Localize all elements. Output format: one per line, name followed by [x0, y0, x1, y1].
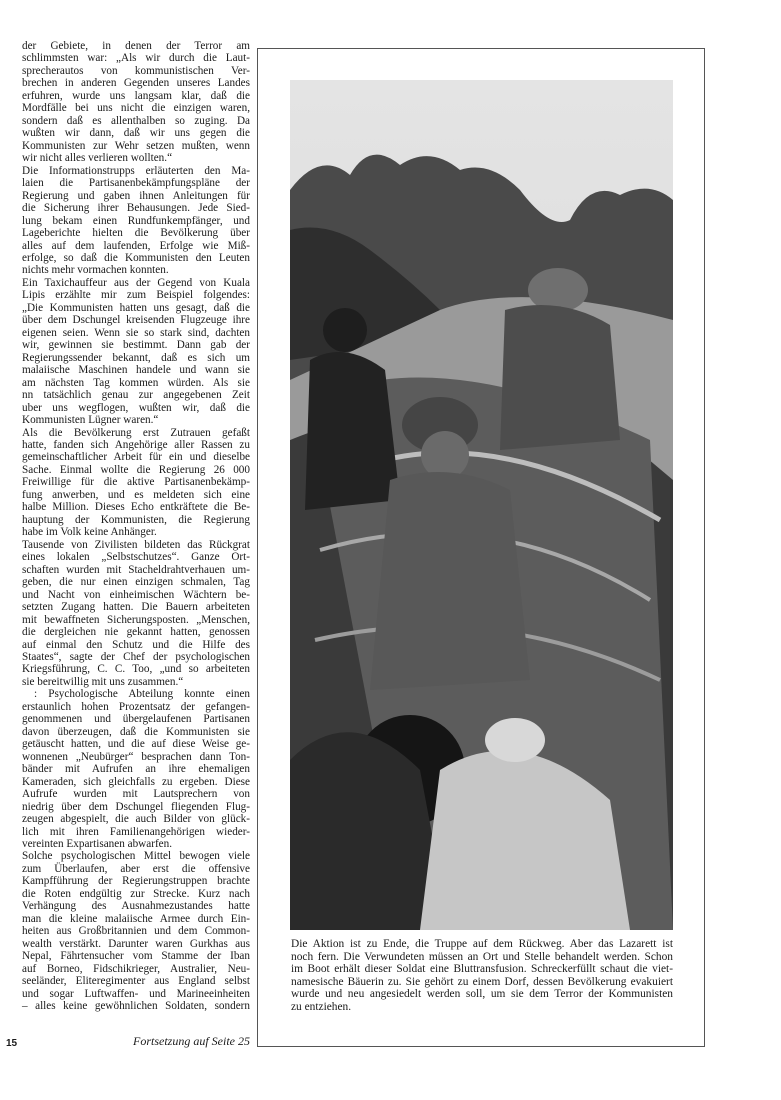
text-line: niedrig über dem Dschungel fliegenden Flug-	[22, 800, 250, 813]
text-line: Staates“, sagte der Chef der psychologischen	[22, 650, 250, 663]
text-line: auf Borneo, Fidschikrieger, Australier, Neu-	[22, 962, 250, 975]
text-line: Aufrufe wurden mit Lautsprechern von	[22, 788, 250, 801]
text-line: bänder mit Aufrufen an ihre ehemaligen	[22, 763, 250, 776]
text-line: auf einmal den Schutz und die Hilfe des	[22, 638, 250, 651]
text-line: davon überzeugen, daß die Kommunisten sie	[22, 725, 250, 738]
text-line: alles auf dem laufenden, Erfolge wie Miß-	[22, 239, 250, 252]
text-line: uber uns wegflogen, wußten wir, daß die	[22, 401, 250, 414]
caption-line: noch fern. Die Verwundeten müssen an Ort und Stelle behandelt werden. Schon	[291, 950, 673, 963]
paragraph	[22, 850, 250, 1012]
text-line: zum Überlaufen, aber erst die offensive	[22, 862, 250, 875]
text-line: schlimmsten war: „Als wir durch die Laut-	[22, 52, 250, 65]
paragraph	[22, 427, 250, 539]
text-line: schaften wurden mit Stacheldrahtverhauen um-	[22, 563, 250, 576]
text-line: wir nicht alles verlieren wollten.“	[22, 152, 173, 165]
text-line: die Roten endgültig zur Strecke. Kurz nach	[22, 887, 250, 900]
text-line: über dem Dschungel kreisenden Flugzeuge ihre	[22, 314, 250, 327]
text-line: geben, die nur einen einzigen schmalen, Tag	[22, 576, 250, 589]
text-line: Verhängung des Ausnahmezustandes hatte	[22, 900, 250, 913]
text-line: Sache. Einmal wollte die Regierung 26 000	[22, 463, 250, 476]
text-line: Tausende von Zivilisten bildeten das Rückgrat	[22, 538, 250, 551]
text-line: die dergleichen nie gekannt hatten, genossen	[22, 626, 250, 639]
text-line: – alles keine gewöhnlichen Soldaten, sondern	[22, 1000, 250, 1013]
text-line: Regierung und gaben ihnen Anleitungen für	[22, 189, 250, 202]
caption-line: zu entziehen.	[291, 1000, 352, 1013]
text-line: Lageberichte hielten die Bevölkerung über	[22, 227, 250, 240]
text-line: laien die Partisanenbekämpfungspläne der	[22, 177, 250, 190]
text-line: man die kleine malaiische Armee durch Ein-	[22, 912, 250, 925]
text-line: habe im Volk keine Anhänger.	[22, 526, 157, 539]
text-line: brechen in anderen Gegenden unseres Landes	[22, 77, 250, 90]
caption-line: im Boot erhält dieser Soldat eine Bluttransfusion. Schreckerfüllt schaut die viet-	[291, 963, 673, 975]
text-line: Solche psychologischen Mittel bewogen viele	[22, 850, 250, 863]
text-line: vereinten Expartisanen abwarfen.	[22, 838, 173, 850]
text-line: wonnenen „Neubürger“ besprachen dann Ton-	[22, 750, 250, 763]
text-line: hatte, fanden sich Angehörige aller Rassen zu	[22, 439, 250, 451]
text-line: seeländer, Eliteregimenter aus England selbst	[22, 975, 250, 988]
photograph-soldiers-in-boat	[290, 80, 673, 930]
text-line: lung bekam einen Rundfunkempfänger, und	[22, 214, 250, 227]
text-line: Freiwillige für die aktive Partisanenbekämp-	[22, 476, 250, 489]
text-line: und sogar Luftwaffen- und Marineeinheiten	[22, 987, 250, 1000]
text-line: Ein Taxichauffeur aus der Gegend von Kuala	[22, 276, 250, 289]
text-line: sie bereitwillig mit uns zusammen.“	[22, 675, 184, 688]
text-line: Kommunisten zur Wehr setzen mußten, wenn	[22, 139, 250, 152]
text-line: Kampfführung der Regierungstruppen brachte	[22, 875, 250, 888]
text-line: lich mit ihren Familienangehörigen wieder-	[22, 825, 250, 838]
text-line: eines lokalen „Selbstschutzes“. Ganze Ort-	[22, 551, 250, 564]
text-line: halbe Million. Dieses Echo entkräftete die Be-	[22, 501, 250, 514]
text-line: Mordfälle bei uns nicht die einzigen waren,	[22, 102, 250, 115]
text-line: sondern daß es allenthalben so zuging. Da	[22, 114, 250, 127]
paragraph	[22, 539, 250, 689]
text-line: und Nacht von einheimischen Wächtern be-	[22, 588, 250, 601]
text-line: hauptung der Kommunisten, die Regierung	[22, 513, 250, 526]
text-line: sprecherautos von kommunistischen Ver-	[22, 64, 250, 77]
page-number: 15	[6, 1038, 18, 1049]
paragraph	[22, 165, 250, 277]
text-line: erfolge, so daß die Kommunisten den Leuten	[22, 251, 250, 264]
text-line: setzten Zugang hatten. Die Bauern arbeiteten	[22, 601, 250, 614]
caption-line: Die Aktion ist zu Ende, die Truppe auf dem Rückweg. Aber das Lazarett ist	[291, 938, 673, 950]
photo-image	[290, 80, 673, 930]
text-line: nn tatsächlich genau zur angegebenen Zeit	[22, 389, 250, 402]
text-line: : Psychologische Abteilung konnte einen	[34, 688, 250, 701]
text-line: getäuscht hatten, und die auf diese Weise ge-	[22, 738, 250, 751]
continuation-note: Fortsetzung auf Seite 25	[133, 1034, 250, 1048]
text-line: der Gebiete, in denen der Terror am	[22, 40, 250, 52]
caption-line: wurde und neu angesiedelt werden soll, um sie dem Terror der Kommunisten	[291, 988, 673, 1000]
text-line: Kriegsführung, C. C. Too, „und so arbeiteten	[22, 663, 250, 676]
text-line: heiten aus Großbritannien und dem Common-	[22, 925, 250, 938]
text-line: erfuhren, wurde uns langsam klar, daß die	[22, 89, 250, 102]
text-line: Die Informationstrupps erläuterten den Ma-	[22, 164, 250, 177]
text-line: Nepal, Fährtensucher vom Stamme der Iban	[22, 950, 250, 963]
paragraph	[22, 40, 250, 165]
text-line: „Die Kommunisten hatten uns gesagt, daß die	[22, 301, 250, 314]
text-line: erstaunlich hohen Prozentsatz der gefangen-	[22, 700, 250, 713]
photo-caption	[291, 938, 673, 1013]
text-line: malaiische Maschinen handele und wann sie	[22, 364, 250, 377]
text-line: gemeinschaftlicher Arbeit für ein und dieselbe	[22, 451, 250, 464]
text-line: nichts mehr vormachen konnten.	[22, 264, 169, 277]
text-line: Kommunisten Lügner waren.“	[22, 414, 159, 427]
article-text-column	[22, 40, 250, 1013]
caption-line: namesische Bäuerin zu. Sie gehört zu einem Dorf, dessen Bevölkerung evakuiert	[291, 975, 673, 988]
text-line: genommenen und übergelaufenen Partisanen	[22, 713, 250, 726]
text-line: Regierungssender bekannt, daß es sich um	[22, 351, 250, 364]
text-line: wußten wir dann, daß wir uns gegen die	[22, 127, 250, 140]
text-line: mit bewaffneten Sicherungsposten. „Menschen,	[22, 613, 250, 626]
text-line: die Sicherung ihrer Behausungen. Jede Sied-	[22, 202, 250, 215]
text-line: zeugen abgespielt, die auch Bilder von glück-	[22, 813, 250, 826]
text-line: Kameraden, sich gleichfalls zu ergeben. Diese	[22, 775, 250, 788]
text-line: Als die Bevölkerung erst Zutrauen gefaßt	[22, 426, 250, 439]
paragraph	[22, 277, 250, 427]
text-line: eigenen seien. Wenn sie so stark sind, dachten	[22, 326, 250, 339]
paragraph	[22, 688, 250, 850]
text-line: am nächsten Tag kommen würden. Als sie	[22, 376, 250, 389]
text-line: fung anwerben, und es meldeten sich eine	[22, 488, 250, 501]
text-line: wealth verstärkt. Darunter waren Gurkhas aus	[22, 937, 250, 950]
text-line: Lipis erzählte mir zum Beispiel folgendes:	[22, 289, 250, 302]
text-line: wir, gewinnen sie bestimmt. Dann gab der	[22, 339, 250, 352]
